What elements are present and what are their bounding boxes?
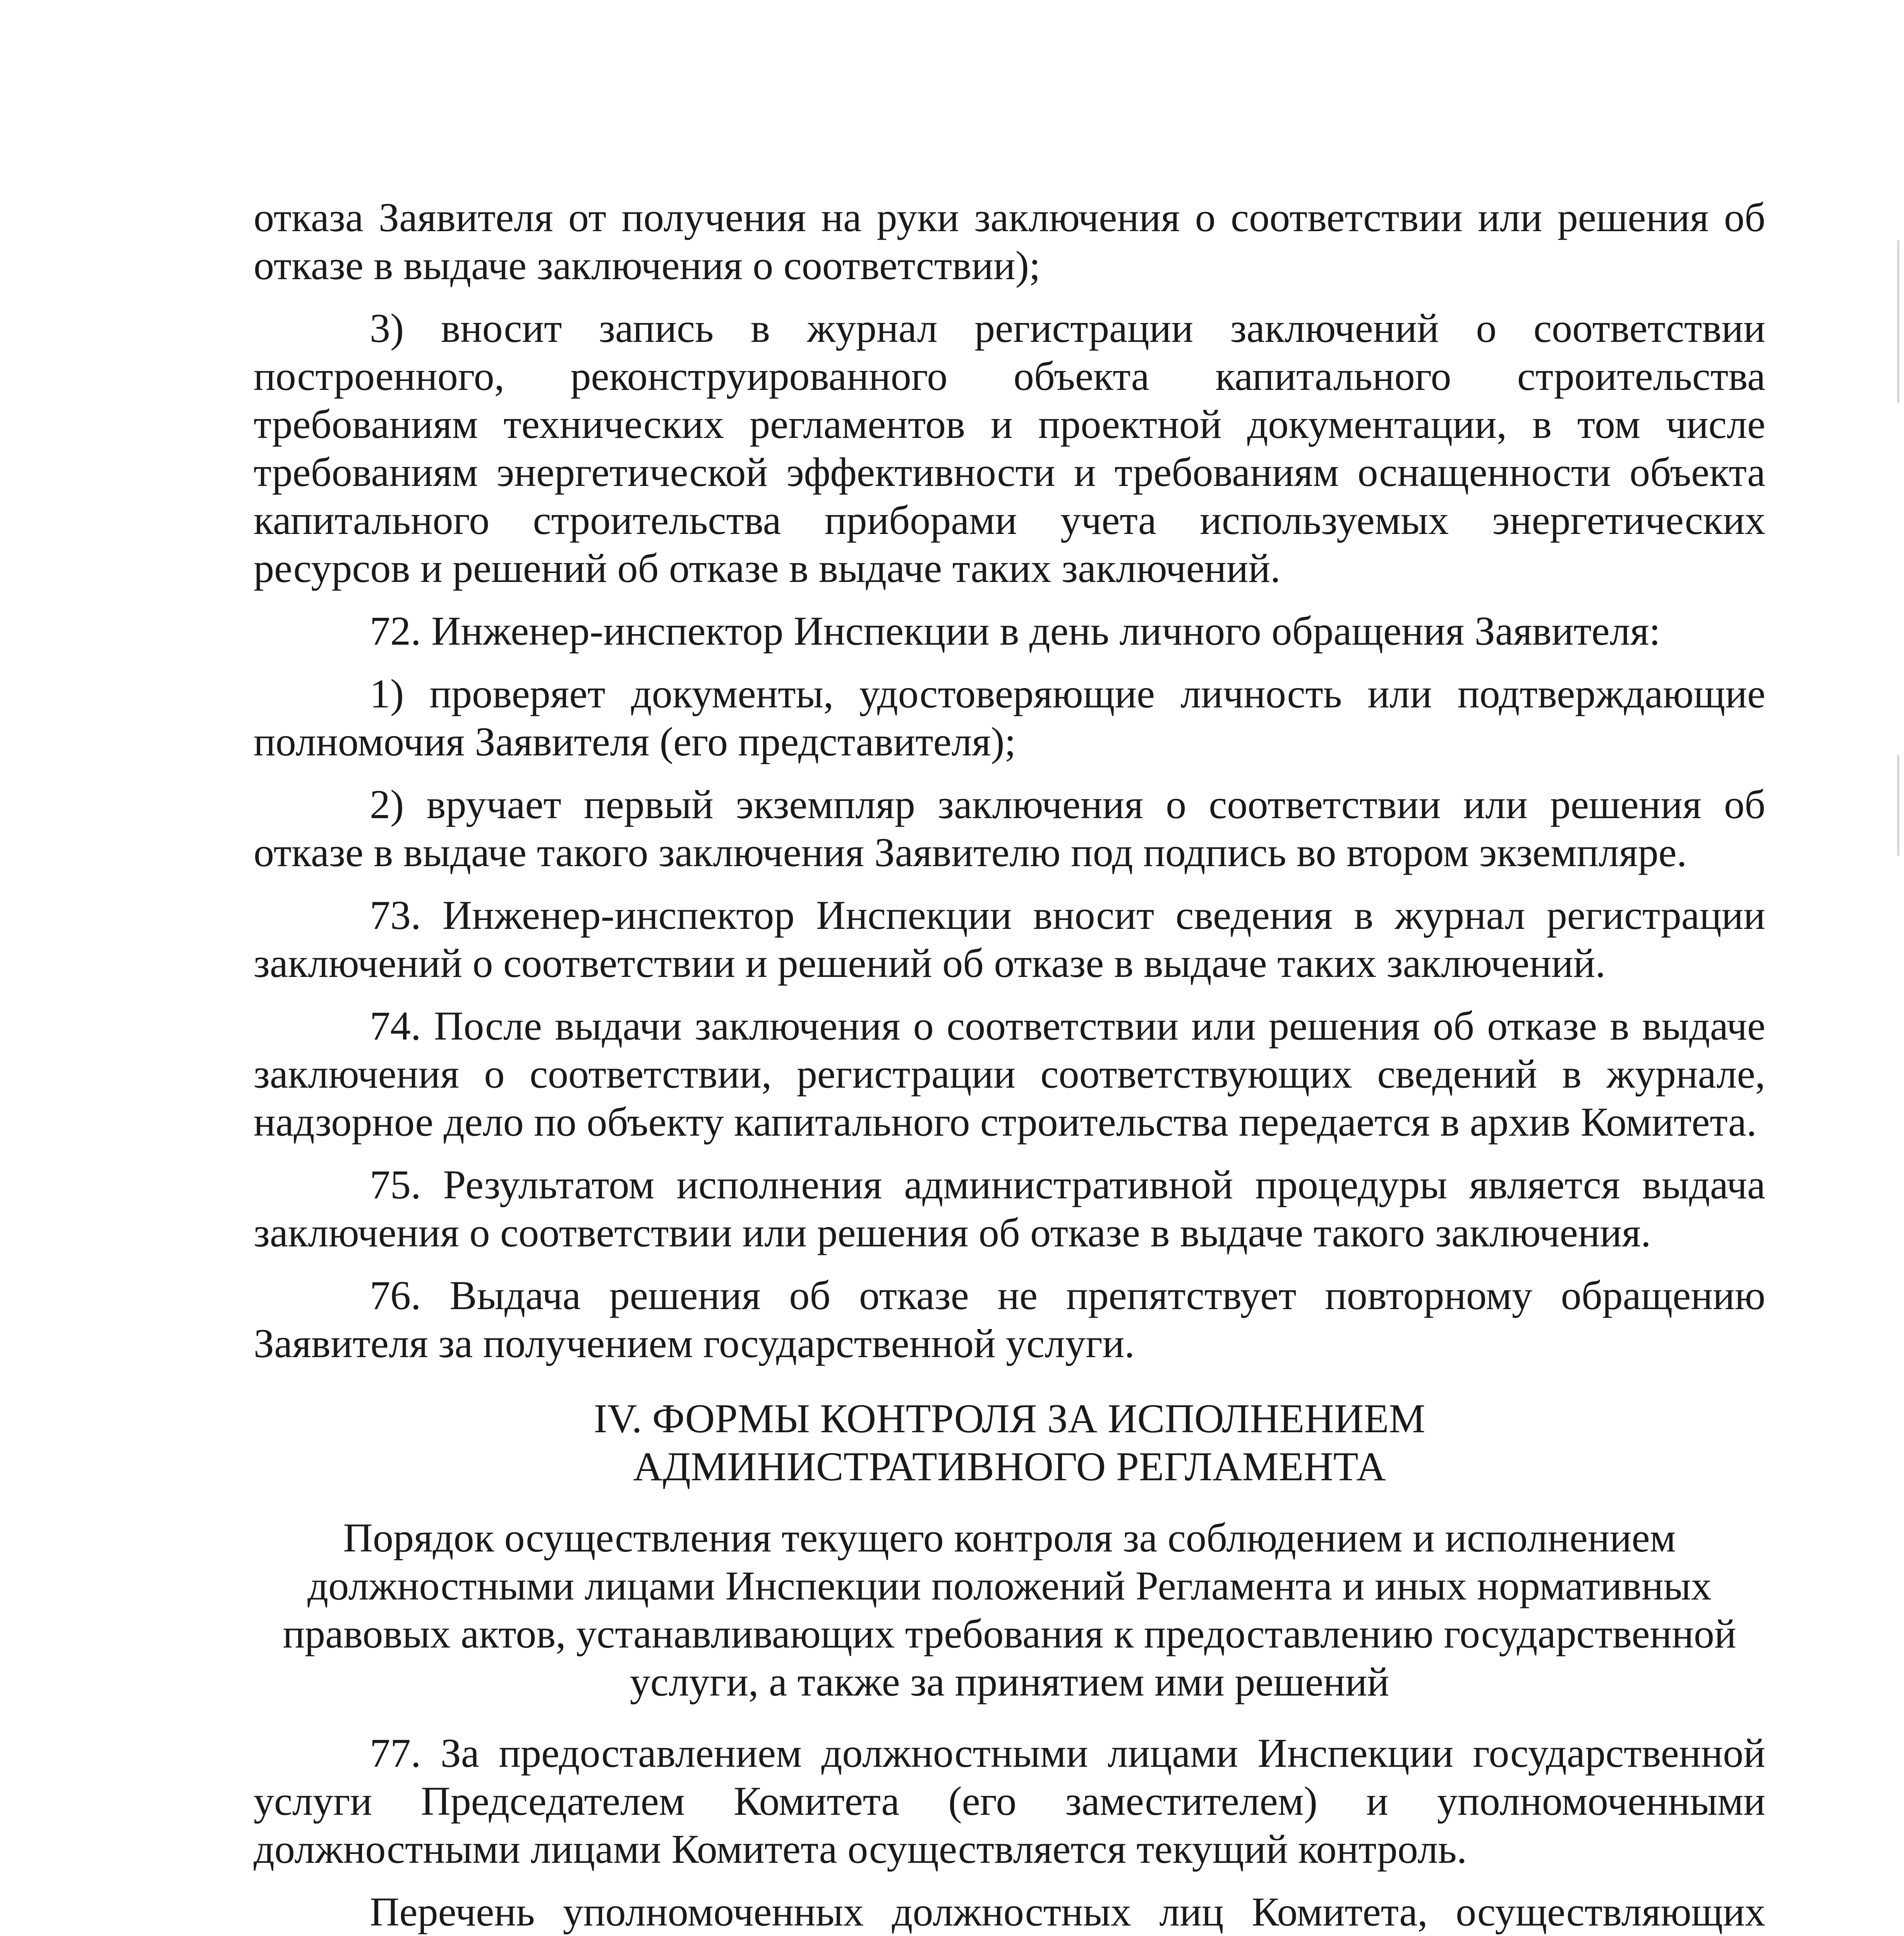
section-heading-line: IV. ФОРМЫ КОНТРОЛЯ ЗА ИСПОЛНЕНИЕМ	[593, 1396, 1425, 1441]
paragraph-72: 72. Инженер-инспектор Инспекции в день личного обращения Заявителя:	[370, 608, 1660, 654]
scan-edge-mark	[1897, 755, 1899, 856]
subsection-heading-line: должностными лицами Инспекции положений Регламента и иных нормативных	[307, 1563, 1712, 1608]
paragraph-73: 73. Инженер-инспектор Инспекции вносит сведения в журнал регистрации заключений о соответствии и решений об отказе в выдаче таких заключений.	[254, 892, 1765, 986]
subsection-heading-line: правовых актов, устанавливающих требования к предоставлению государственной	[283, 1611, 1736, 1656]
section-heading	[254, 1395, 1765, 1491]
paragraph-authorized-list: Перечень уполномоченных должностных лиц Комитета, осуществляющих	[370, 1889, 1765, 1934]
section-heading-line: АДМИНИСТРАТИВНОГО РЕГЛАМЕНТА	[633, 1444, 1386, 1489]
document-body	[254, 194, 1765, 1936]
paragraph-72-item-2: 2) вручает первый экземпляр заключения о соответствии или решения об отказе в выдаче такого заключения Заявителю под подпись во втором экземпляре.	[254, 782, 1765, 875]
subsection-heading-line: услуги, а также за принятием ими решений	[630, 1659, 1389, 1704]
scan-edge-mark	[1897, 240, 1899, 403]
subsection-heading	[254, 1514, 1765, 1706]
paragraph-item-3: 3) вносит запись в журнал регистрации заключений о соответствии построенного, реконструированного объекта капитального строительства требованиям технических регламентов и проектной документации, в том числе требованиям энергетической эффективности и требованиям оснащенности объекта капитального строительства приборами учета используемых энергетических ресурсов и решений об отказе в выдаче таких заключений.	[254, 306, 1765, 591]
paragraph-72-item-1: 1) проверяет документы, удостоверяющие личность или подтверждающие полномочия Заявителя (его представителя);	[254, 671, 1765, 764]
paragraph-74: 74. После выдачи заключения о соответствии или решения об отказе в выдаче заключения о соответствии, регистрации соответствующих сведений в журнале, надзорное дело по объекту капитального строительства передается в архив Комитета.	[254, 1003, 1765, 1145]
subsection-heading-line: Порядок осуществления текущего контроля за соблюдением и исполнением	[343, 1515, 1676, 1560]
paragraph-continuation: отказа Заявителя от получения на руки заключения о соответствии или решения об отказе в выдаче заключения о соответствии);	[254, 195, 1765, 288]
paragraph-75: 75. Результатом исполнения административной процедуры является выдача заключения о соответствии или решения об отказе в выдаче такого заключения.	[254, 1162, 1765, 1255]
paragraph-77: 77. За предоставлением должностными лицами Инспекции государственной услуги Председателем Комитета (его заместителем) и уполномоченными должностными лицами Комитета осуществляется текущий контроль.	[254, 1730, 1765, 1872]
paragraph-76: 76. Выдача решения об отказе не препятствует повторному обращению Заявителя за получением государственной услуги.	[254, 1273, 1765, 1366]
